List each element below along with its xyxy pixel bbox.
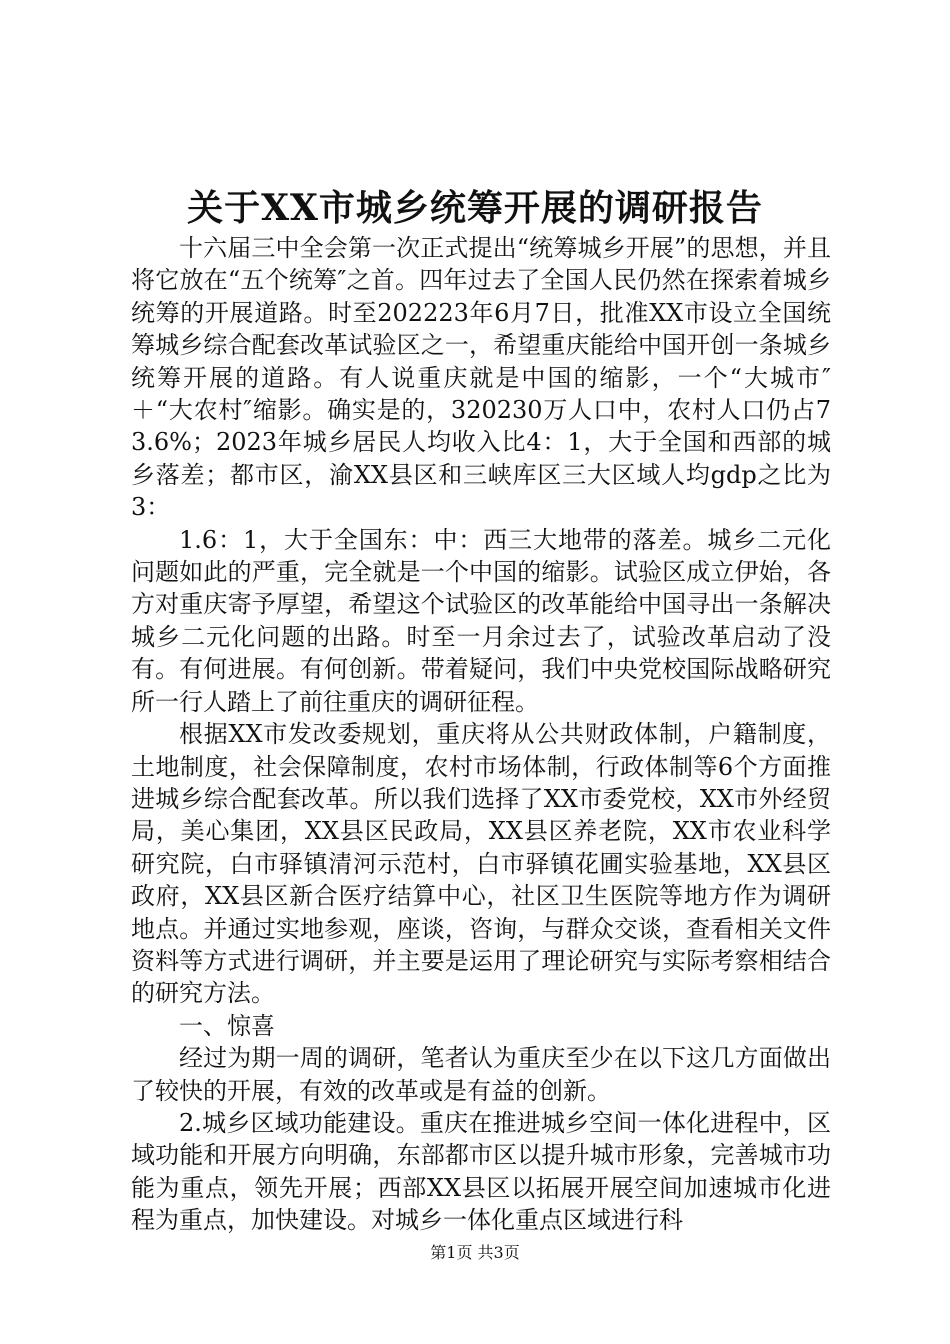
paragraph-2: 1.6：1，大于全国东：中：西三大地带的落差。城乡二元化问题如此的严重，完全就是一个中国的缩影。试验区成立伊始，各方对重庆寄予厚望，希望这个试验区的改革能给中国寻出一条解决城乡二元化问题的出路。时至一月余过去了，试验改革启动了没有。有何进展。有何创新。带着疑问，我们中央党校国际战略研究所一行人踏上了前往重庆的调研征程。 bbox=[131, 525, 831, 716]
paragraph-3: 根据XX市发改委规划，重庆将从公共财政体制，户籍制度，土地制度，社会保障制度，农村市场体制，行政体制等6个方面推进城乡综合配套改革。所以我们选择了XX市委党校，XX市外经贸局，美心集团，XX县区民政局，XX县区养老院，XX市农业科学研究院，白市驿镇清河示范村，白市驿镇花圃实验基地，XX县区政府，XX县区新合医疗结算中心，社区卫生医院等地方作为调研地点。并通过实地参观，座谈，咨询，与群众交谈，查看相关文件资料等方式进行调研，并主要是运用了理论研究与实际考察相结合的研究方法。 bbox=[131, 720, 831, 1008]
section-heading-surprise: 一、惊喜 bbox=[179, 1011, 275, 1040]
paragraph-5: 2.城乡区域功能建设。重庆在推进城乡空间一体化进程中，区域功能和开展方向明确，东部都市区以提升城市形象，完善城市功能为重点，领先开展；西部XX县区以拓展开展空间加速城市化进程为重点，加快建设。对城乡一体化重点区域进行科 bbox=[131, 1108, 831, 1235]
document-title: 关于XX市城乡统筹开展的调研报告 bbox=[187, 187, 763, 229]
document-body bbox=[131, 232, 831, 1237]
paragraph-4: 经过为期一周的调研，笔者认为重庆至少在以下这几方面做出了较快的开展，有效的改革或是有益的创新。 bbox=[131, 1044, 831, 1105]
page-number-footer: 第1页 共3页 bbox=[430, 1243, 520, 1262]
paragraph-1: 十六届三中全会第一次正式提出“统筹城乡开展”的思想，并且将它放在“五个统筹″之首。四年过去了全国人民仍然在探索着城乡统筹的开展道路。时至202223年6月7日，批准XX市设立全国统筹城乡综合配套改革试验区之一，希望重庆能给中国开创一条城乡统筹开展的道路。有人说重庆就是中国的缩影，一个“大城市″＋“大农村″缩影。确实是的，320230万人口中，农村人口仍占73.6%；2023年城乡居民人均收入比4：1，大于全国和西部的城乡落差；都市区，渝XX县区和三峡库区三大区域人均gdp之比为3： bbox=[131, 234, 831, 522]
